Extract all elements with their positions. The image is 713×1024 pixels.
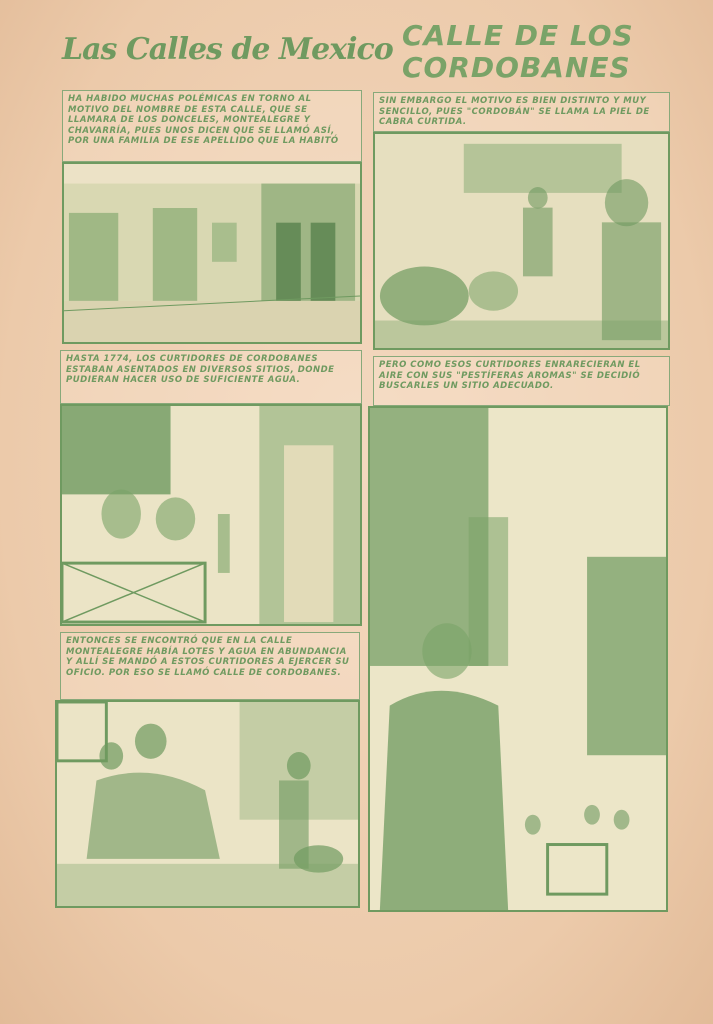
series-title: Las Calles de Mexico — [62, 32, 393, 67]
panel-2-tannery-workshop — [373, 132, 670, 350]
artist-signature-mark — [318, 892, 354, 904]
caption-3: HASTA 1774, LOS CURTIDORES DE CORDOBANES ESTABAN ASENTADOS EN DIVERSOS SITIOS, DONDE PUDIERAN HACER USO DE SUFICIENTE AGUA. — [60, 350, 362, 404]
panel-5-tanners-at-work — [55, 700, 360, 908]
street-title-line-2: CORDOBANES — [402, 51, 631, 84]
panel-4-woman-city-smell — [368, 406, 668, 912]
caption-1: HA HABIDO MUCHAS POLÉMICAS EN TORNO AL MOTIVO DEL NOMBRE DE ESTA CALLE, QUE SE LLAMARA DE LOS DONCELES, MONTEALEGRE Y CHAVARRÍA, PUES UNOS DICEN QUE SE LLAMÓ ASÍ, POR UNA FAMILIA DE ESE APELLIDO QUE LA HABITÓ — [62, 90, 362, 162]
caption-4: PERO COMO ESOS CURTIDORES ENRARECIERAN EL AIRE CON SUS "PESTÍFERAS AROMAS" SE DECIDIÓ BUSCARLES UN SITIO ADECUADO. — [373, 356, 670, 406]
street-facade-illustration — [64, 164, 360, 342]
tannery-illustration — [375, 134, 668, 348]
panel-1-street-facade — [62, 162, 362, 344]
caption-2: SIN EMBARGO EL MOTIVO ES BIEN DISTINTO Y MUY SENCILLO, PUES "CORDOBÁN" SE LLAMA LA PIEL DE CABRA CURTIDA. — [373, 92, 670, 132]
city-woman-illustration — [370, 408, 666, 910]
panel-3-tanners-by-water — [60, 404, 362, 626]
tanners-work-illustration — [57, 702, 358, 906]
tanners-illustration — [62, 406, 360, 624]
caption-5: ENTONCES SE ENCONTRÓ QUE EN LA CALLE MONTEALEGRE HABÍA LOTES Y AGUA EN ABUNDANCIA Y ALLÍ SE MANDÓ A ESTOS CURTIDORES A EJERCER SU OFICIO. POR ESO SE LLAMÓ CALLE DE CORDOBANES. — [60, 632, 360, 700]
street-title-line-1: CALLE DE LOS — [402, 19, 634, 52]
street-title — [402, 20, 662, 84]
